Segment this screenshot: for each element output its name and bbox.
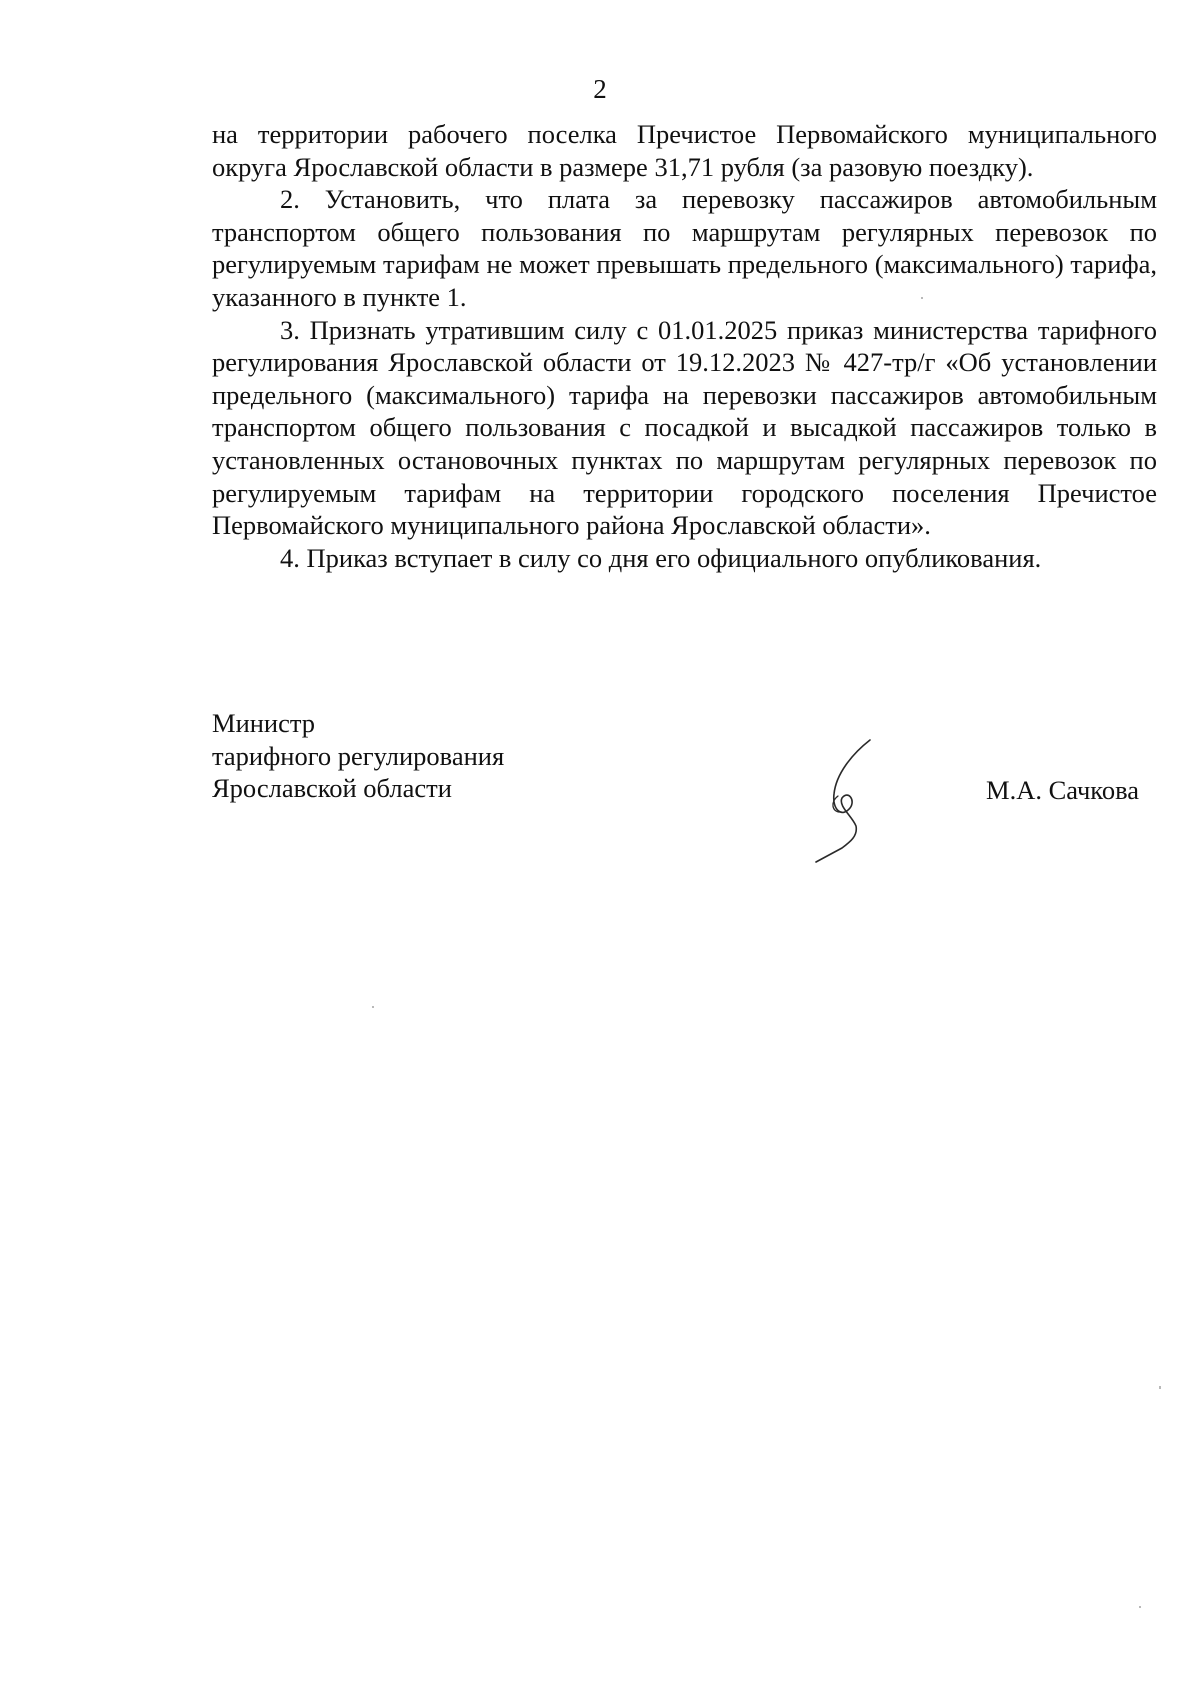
handwritten-signature [812, 736, 892, 866]
paragraph-item-2: 2. Установить, что плата за перевозку пассажиров автомобильным транспортом общего пользования по маршрутам регулярных перевозок по регулируемым тарифам не может превышать предельного (максимального) тарифа, указанного в пункте 1. [212, 184, 1157, 312]
scan-artifact [372, 1006, 374, 1008]
signer-position-line-1: Министр [212, 708, 316, 738]
document-body [212, 118, 1157, 574]
signer-position [212, 707, 504, 805]
signer-position-line-3: Ярославской области [212, 773, 452, 804]
paragraph-item-3: 3. Признать утратившим силу с 01.01.2025 приказ министерства тарифного регулирования Ярославской области от 19.12.2023 № 427-тр/г «Об установлении предельного (максимального) тарифа на перевозки пассажиров автомобильным транспортом общего пользования с посадкой и высадкой пассажиров только в установленных остановочных пунктах по маршрутам регулярных перевозок по регулируемым тарифам на территории городского поселения Пречистое Первомайского муниципального района Ярославской области». [212, 314, 1157, 541]
signer-position-line-2: тарифного регулирования [212, 740, 505, 771]
page-number: 2 [593, 74, 607, 104]
scan-artifact [921, 297, 923, 299]
paragraph-item-4: 4. Приказ вступает в силу со дня его официального опубликования. [280, 542, 1042, 573]
signature-block [212, 707, 1157, 867]
scan-artifact [1139, 1606, 1141, 1608]
paragraph-continuation: на территории рабочего поселка Пречистое Первомайского муниципального округа Ярославской области в размере 31,71 рубля (за разовую поездку). [212, 119, 1157, 182]
signer-name: М.А. Сачкова [986, 775, 1139, 805]
scan-artifact [1159, 1386, 1161, 1389]
